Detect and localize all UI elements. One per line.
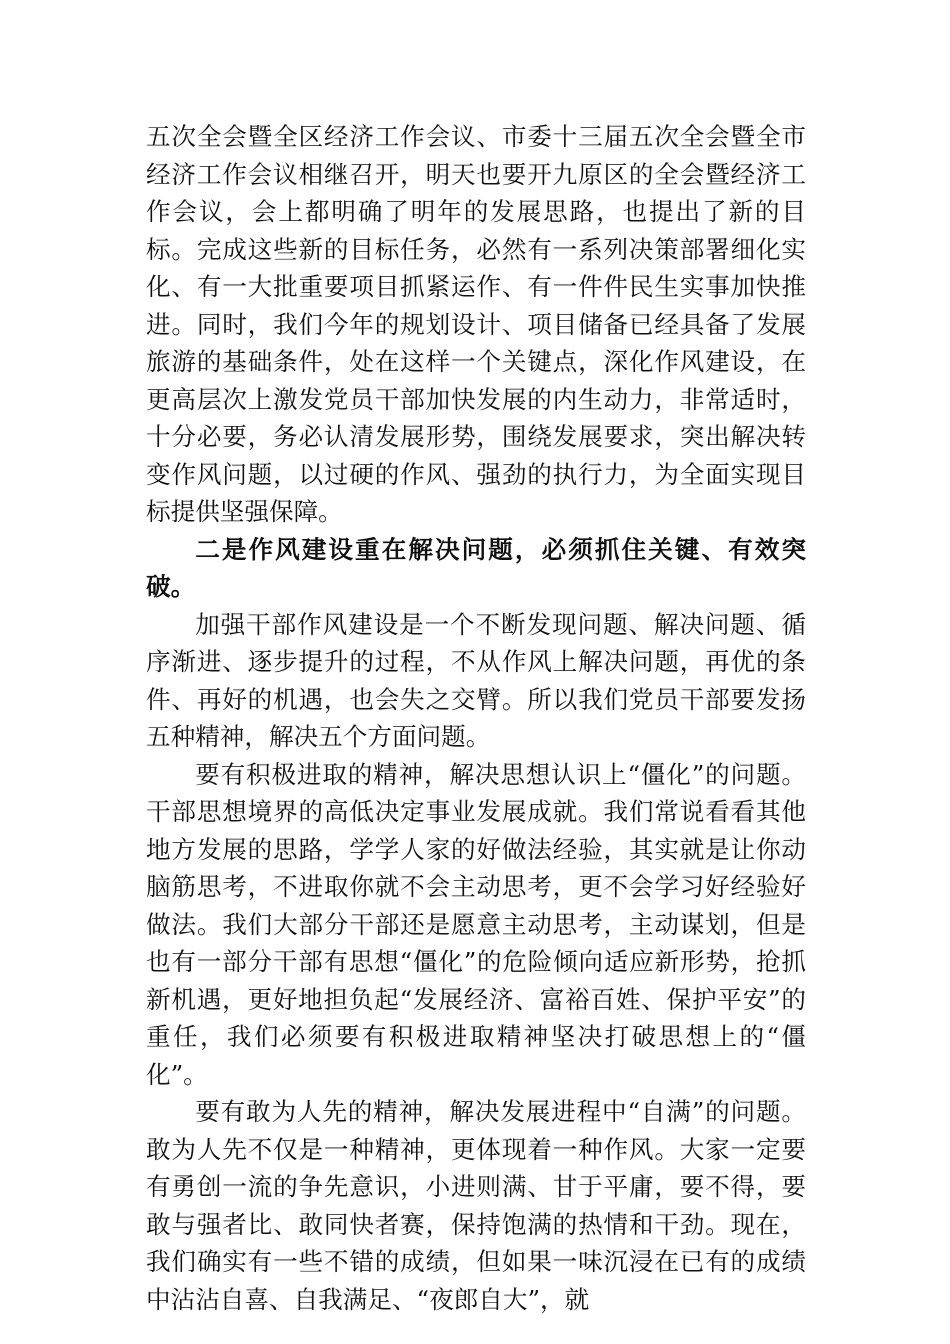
- paragraph: 加强干部作风建设是一个不断发现问题、解决问题、循序渐进、逐步提升的过程，不从作风上解决问题，再优的条件、再好的机遇，也会失之交臂。所以我们党员干部要发扬五种精神，解决五个方面问题。: [146, 609, 806, 751]
- paragraph: 要有敢为人先的精神，解决发展进程中“自满”的问题。敢为人先不仅是一种精神，更体现着一种作风。大家一定要有勇创一流的争先意识，小进则满、甘于平庸，要不得，要敢与强者比、敢同快者赛，保持饱满的热情和干劲。现在，我们确实有一些不错的成绩，但如果一味沉浸在已有的成绩中沾沾自喜、自我满足、“夜郎自大”，就: [146, 1097, 806, 1314]
- document-page: [146, 118, 806, 1318]
- paragraph: 要有积极进取的精神，解决思想认识上“僵化”的问题。干部思想境界的高低决定事业发展成就。我们常说看看其他地方发展的思路，学学人家的好做法经验，其实就是让你动脑筋思考，不进取你就不会主动思考，更不会学习好经验好做法。我们大部分干部还是愿意主动思考，主动谋划，但是也有一部分干部有思想“僵化”的危险倾向适应新形势，抢抓新机遇，更好地担负起“发展经济、富裕百姓、保护平安”的重任，我们必须要有积极进取精神坚决打破思想上的“僵化”。: [146, 759, 806, 1089]
- section-heading: 二是作风建设重在解决问题，必须抓住关键、有效突破。: [146, 534, 806, 601]
- paragraph-continuation: 五次全会暨全区经济工作会议、市委十三届五次全会暨全市经济工作会议相继召开，明天也要开九原区的全会暨经济工作会议，会上都明确了明年的发展思路，也提出了新的目标。完成这些新的目标任务，必然有一系列决策部署细化实化、有一大批重要项目抓紧运作、有一件件民生实事加快推进。同时，我们今年的规划设计、项目储备已经具备了发展旅游的基础条件，处在这样一个关键点，深化作风建设，在更高层次上激发党员干部加快发展的内生动力，非常适时，十分必要，务必认清发展形势，围绕发展要求，突出解决转变作风问题，以过硬的作风、强劲的执行力，为全面实现目标提供坚强保障。: [146, 122, 806, 526]
